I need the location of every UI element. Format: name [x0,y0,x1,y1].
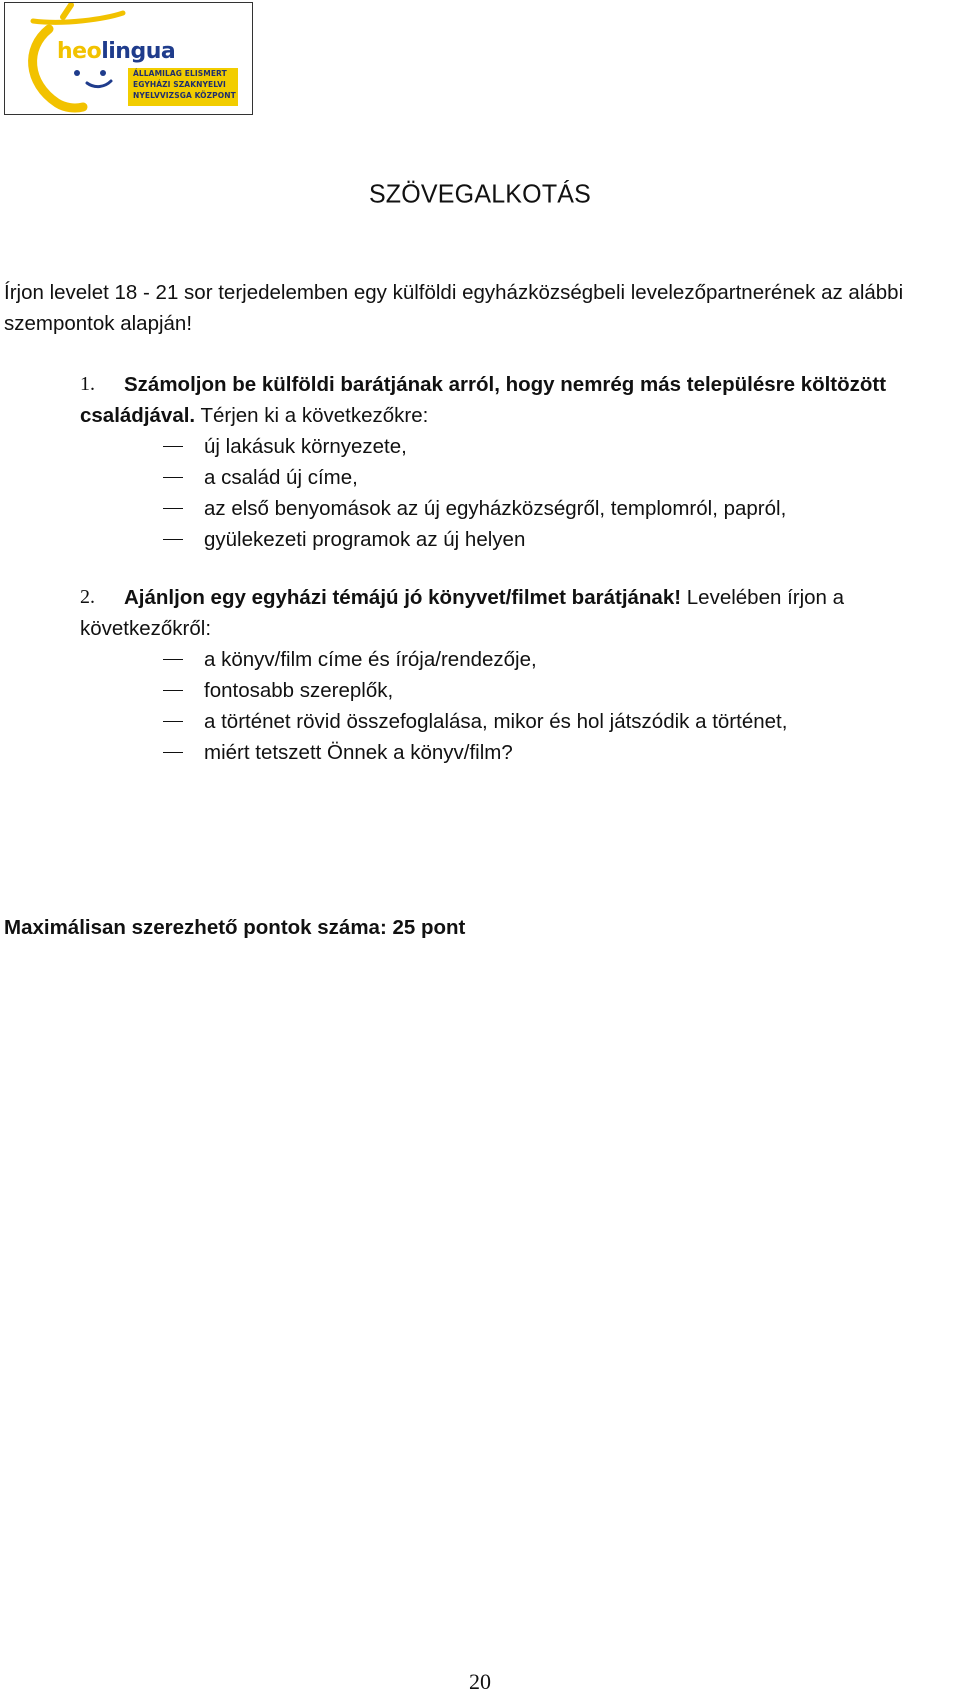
dash-icon [163,446,183,447]
dash-icon [163,508,183,509]
list-item: a család új címe, [80,462,950,493]
dash-icon [163,690,183,691]
task-number: 1. [80,373,95,395]
task-heading: Ajánljon egy egyházi témájú jó könyvet/filmet barátjának! [124,586,682,609]
logo-tagline [128,68,238,106]
task-number: 2. [80,586,95,608]
list-item: a történet rövid összefoglalása, mikor és hol játszódik a történet, [80,706,950,737]
list-item: az első benyomások az új egyházközségről, templomról, papról, [80,493,950,524]
list-item: miért tetszett Önnek a könyv/film? [80,737,950,768]
list-item: fontosabb szereplők, [80,675,950,706]
bullet-list [80,431,950,555]
theolingua-logo [4,2,253,115]
dash-icon [163,721,183,722]
list-item: a könyv/film címe és írója/rendezője, [80,644,950,675]
max-points: Maximálisan szerezhető pontok száma: 25 pont [4,916,466,939]
task-instruction: Levelében írjon a [681,586,845,609]
dash-icon [163,752,183,753]
page-number: 20 [469,1669,491,1694]
list-item: új lakásuk környezete, [80,431,950,462]
dash-icon [163,539,183,540]
task-item-2 [80,582,950,768]
page-title: SZÖVEGALKOTÁS [368,179,592,209]
dash-icon [163,477,183,478]
task-item-1 [80,369,950,555]
logo-tagline-line: EGYHÁZI SZAKNYELVI [133,80,226,89]
logo-tagline-line: NYELVVIZSGA KÖZPONT [133,91,236,100]
task-instruction-cont: következőkről: [80,617,212,640]
task-instructions: Írjon levelet 18 - 21 sor terjedelemben egy külföldi egyházközségbeli levelezőpartnerének az alábbi szempontok alapján! [4,281,904,335]
bullet-list [80,644,950,768]
logo-wordmark: heolingua [57,39,176,64]
dash-icon [163,659,183,660]
task-heading: Számoljon be külföldi barátjának arról, hogy nemrég más településre költözött [124,373,887,396]
list-item: gyülekezeti programok az új helyen [80,524,950,555]
task-instruction: Térjen ki a következőkre: [195,404,429,427]
task-heading-cont: családjával. [80,404,196,427]
logo-tagline-line: ÁLLAMILAG ELISMERT [133,69,227,78]
